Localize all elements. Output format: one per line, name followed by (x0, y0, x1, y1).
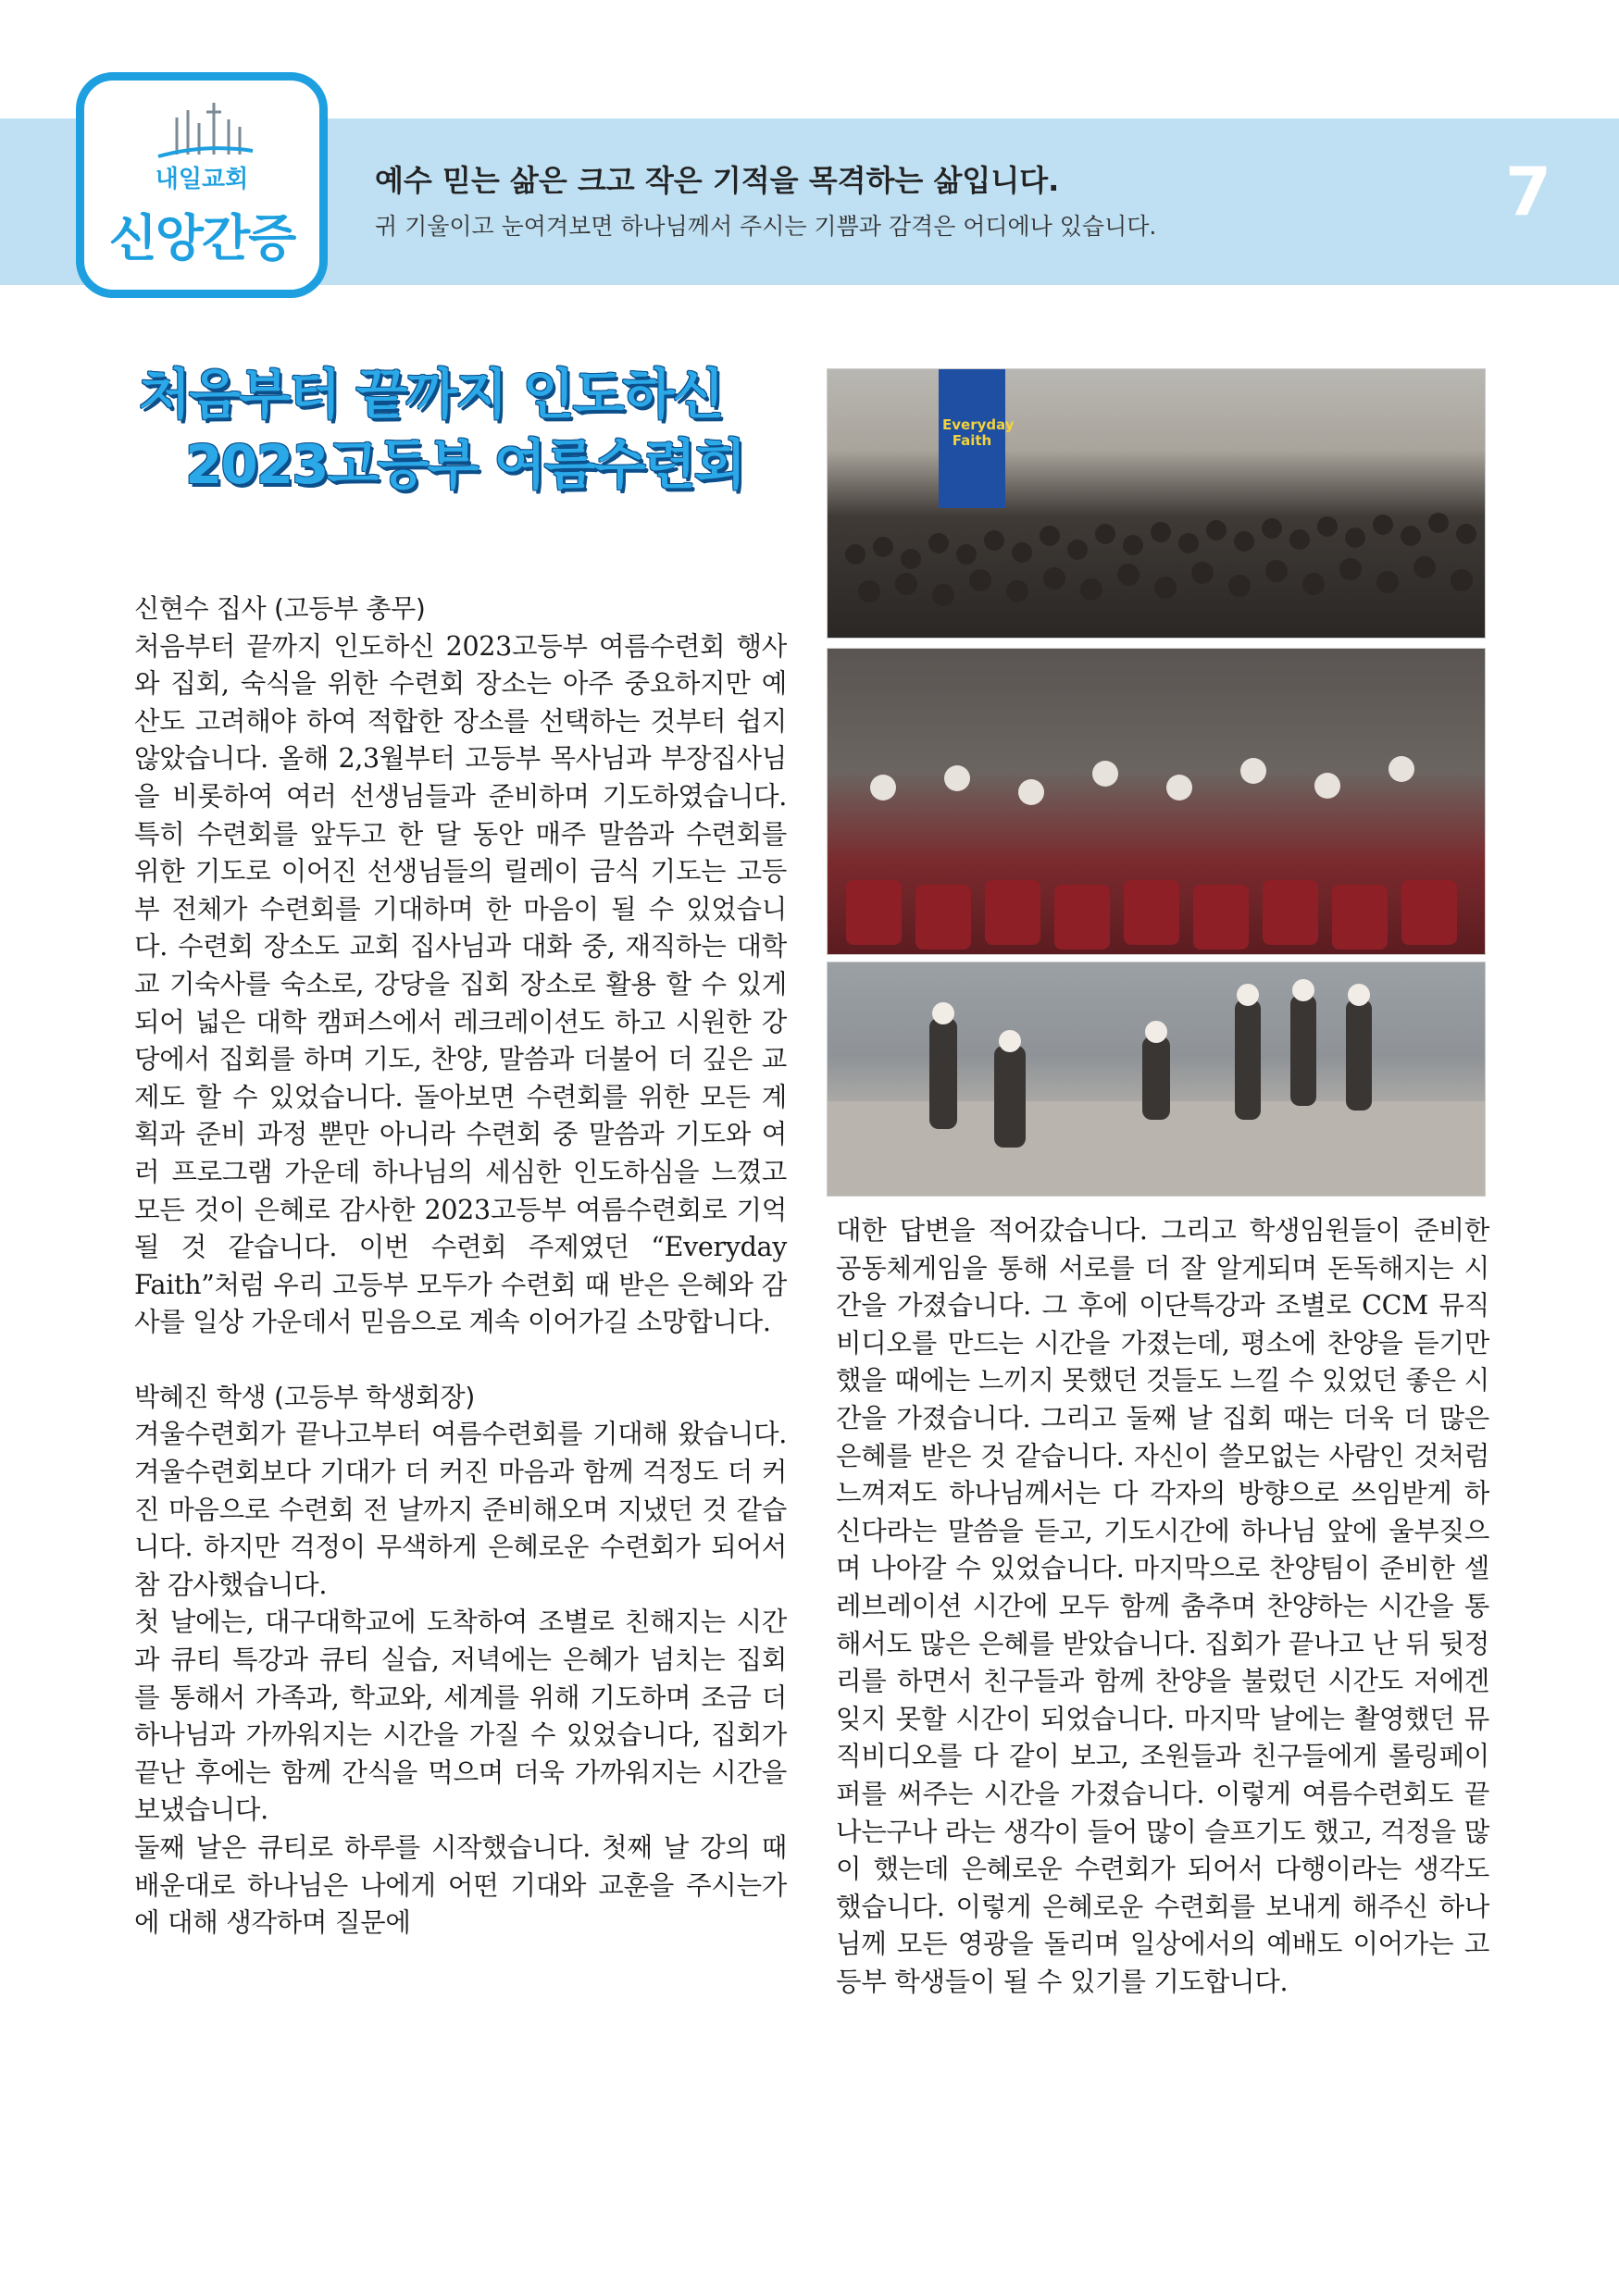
church-logo-icon (149, 99, 260, 164)
article-paragraph: 겨울수련회가 끝나고부터 여름수련회를 기대해 왔습니다. 겨울수련회보다 기대가 더 커진 마음과 함께 걱정도 더 커진 마음으로 수련회 전 날까지 준비해오며 지냈던 것 같습니다. 하지만 걱정이 무색하게 은혜로운 수련회가 되어서 참 감사했습니다. (134, 1419, 787, 1600)
article-paragraph: 둘째 날은 큐티로 하루를 시작했습니다. 첫째 날 강의 때 배운대로 하나님은 나에게 어떤 기대와 교훈을 주시는가에 대해 생각하며 질문에 (134, 1832, 787, 1939)
article-paragraph: 대한 답변을 적어갔습니다. 그리고 학생임원들이 준비한 공동체게임을 통해 서로를 더 잘 알게되며 돈독해지는 시간을 가졌습니다. 그 후에 이단특강과 조별로 CCM 뮤직비디오를 만드는 시간을 가졌는데, 평소에 찬양을 듣기만 했을 때에는 느끼지 못했던 것들도 느낄 수 있었던 좋은 시간을 가졌습니다. 그리고 둘째 날 집회 때는 더욱 더 많은 은혜를 받은 것 같습니다. 자신이 쓸모없는 사람인 것처럼 느껴져도 하나님께서는 다 각자의 방향으로 쓰임받게 하신다라는 말씀을 듣고, 기도시간에 하나님 앞에 울부짖으며 나아갈 수 있었습니다. 마지막으로 찬양팀이 준비한 셀레브레이션 시간에 모두 함께 춤추며 찬양하는 시간을 통해서도 많은 은혜를 받았습니다. 집회가 끝나고 난 뒤 뒷정리를 하면서 친구들과 함께 찬양을 불렀던 시간도 저에겐 잊지 못할 시간이 되었습니다. 마지막 날에는 촬영했던 뮤직비디오를 다 같이 보고, 조원들과 친구들에게 롤링페이퍼를 써주는 시간을 가졌습니다. 이렇게 여름수련회도 끝나는구나 라는 생각이 들어 많이 슬프기도 했고, 걱정을 많이 했는데 은혜로운 수련회가 되어서 다행이라는 생각도 했습니다. 이렇게 은혜로운 수련회를 보내게 해주신 하나님께 모든 영광을 돌리며 일상에서의 예배도 이어가는 고등부 학생들이 될 수 있기를 기도합니다. (836, 1215, 1489, 1997)
event-banner-text (942, 416, 1015, 449)
audience-illustration (828, 649, 1485, 954)
crowd-illustration (828, 369, 1485, 638)
page-headline: 예수 믿는 삶은 크고 작은 기적을 목격하는 삶입니다. (375, 163, 1060, 198)
author-byline: 박혜진 학생 (고등부 학생회장) (134, 1381, 476, 1412)
article-column-left (134, 590, 787, 1942)
game-photo (827, 962, 1486, 1197)
article-column-right (836, 1212, 1489, 2001)
author-byline: 신현수 집사 (고등부 총무) (134, 593, 426, 624)
worship-photo (827, 648, 1486, 955)
section-badge (76, 72, 328, 298)
article-title (139, 359, 787, 500)
page-number: 7 (1505, 153, 1552, 230)
group-photo (827, 368, 1486, 639)
students-illustration (828, 962, 1485, 1196)
banner-line2: Faith (952, 432, 992, 449)
article-title-line1: 처음부터 끝까지 인도하신 (139, 363, 723, 426)
church-name: 내일교회 (155, 166, 249, 193)
article-paragraph: 처음부터 끝까지 인도하신 2023고등부 여름수련회 행사와 집회, 숙식을 위한 수련회 장소는 아주 중요하지만 예산도 고려해야 하여 적합한 장소를 선택하는 것부터 쉽지 않았습니다. 올해 2,3월부터 고등부 목사님과 부장집사님을 비롯하여 여러 선생님들과 준비하며 기도하였습니다. 특히 수련회를 앞두고 한 달 동안 매주 말씀과 수련회를 위한 기도로 이어진 선생님들의 릴레이 금식 기도는 고등부 전체가 수련회를 기대하며 한 마음이 될 수 있었습니다. 수련회 장소도 교회 집사님과 대화 중, 재직하는 대학교 기숙사를 숙소로, 강당을 집회 장소로 활용 할 수 있게 되어 넓은 대학 캠퍼스에서 레크레이션도 하고 시원한 강당에서 집회를 하며 기도, 찬양, 말씀과 더불어 더 깊은 교제도 할 수 있었습니다. 돌아보면 수련회를 위한 모든 계획과 준비 과정 뿐만 아니라 수련회 중 말씀과 기도와 여러 프로그램 가운데 하나님의 세심한 인도하심을 느꼈고 모든 것이 은혜로 감사한 2023고등부 여름수련회로 기억될 것 같습니다. 이번 수련회 주제였던 “Everyday Faith”처럼 우리 고등부 모두가 수련회 때 받은 은혜와 감사를 일상 가운데서 믿음으로 계속 이어가길 소망합니다. (134, 630, 787, 1338)
banner-line1: Everyday (942, 416, 1015, 433)
article-paragraph: 첫 날에는, 대구대학교에 도착하여 조별로 친해지는 시간과 큐티 특강과 큐티 실습, 저녁에는 은혜가 넘치는 집회를 통해서 가족과, 학교와, 세계를 위해 기도하며 조금 더 하나님과 가까워지는 시간을 가질 수 있었습니다, 집회가 끝난 후에는 함께 간식을 먹으며 더욱 가까워지는 시간을 보냈습니다. (134, 1607, 787, 1826)
article-title-line2: 2023고등부 여름수련회 (185, 433, 744, 496)
page-subline: 귀 기울이고 눈여겨보면 하나님께서 주시는 기쁨과 감격은 어디에나 있습니다. (375, 213, 1157, 240)
section-title: 신앙간증 (108, 209, 295, 267)
paragraph-spacer (134, 1342, 787, 1379)
